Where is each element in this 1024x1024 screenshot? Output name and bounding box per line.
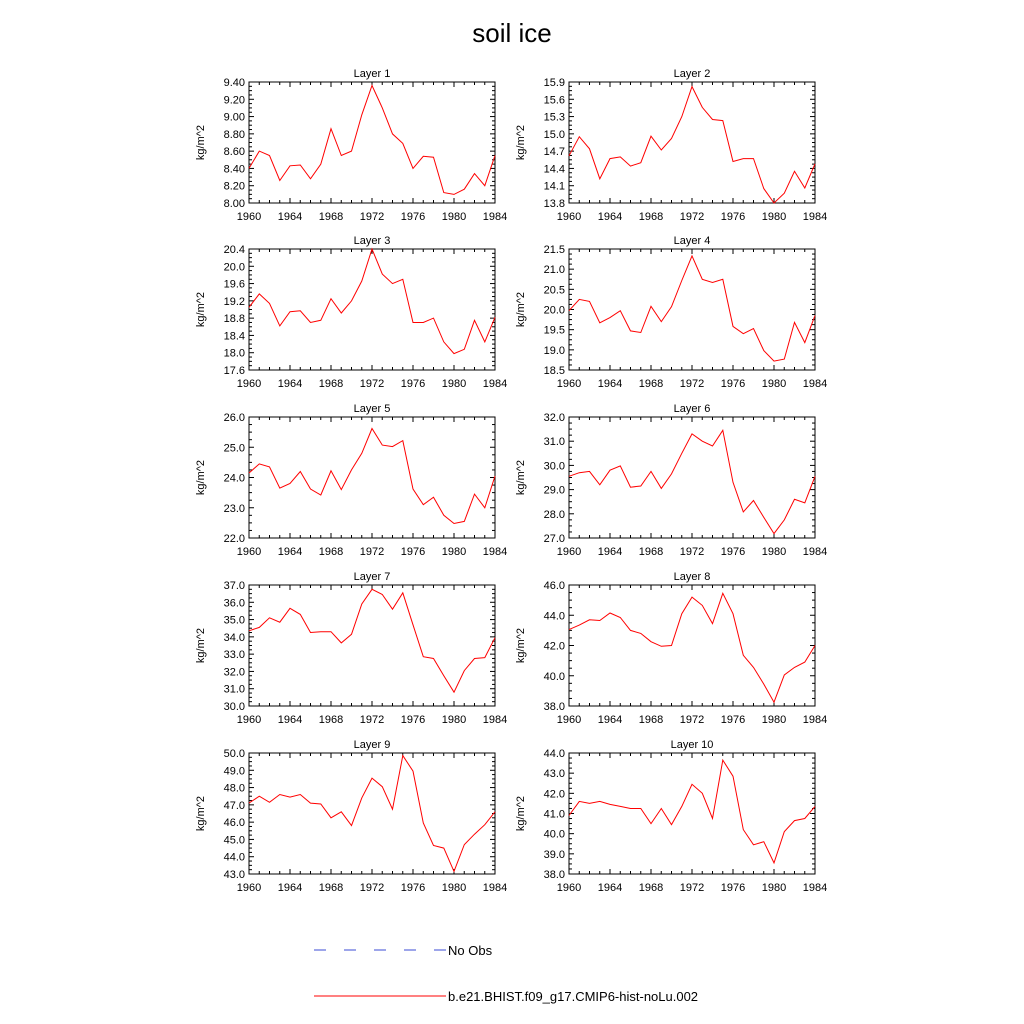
layer-8-y-tick-label: 44.0 bbox=[543, 610, 565, 623]
layer-7-y-tick-label: 34.0 bbox=[223, 631, 245, 644]
layer-6-y-tick-label: 27.0 bbox=[543, 533, 565, 545]
layer-3-x-tick-label: 1984 bbox=[482, 378, 508, 390]
layer-9-x-tick-label: 1960 bbox=[236, 882, 262, 894]
layer-1-y-tick-label: 8.00 bbox=[223, 198, 245, 210]
layer-9-y-tick-label: 46.0 bbox=[223, 817, 245, 830]
layer-10-x-tick-label: 1984 bbox=[802, 882, 828, 894]
layer-10-y-tick-label: 42.0 bbox=[543, 788, 565, 801]
layer-8-y-tick-label: 46.0 bbox=[543, 580, 565, 592]
layer-4-y-tick-label: 20.0 bbox=[543, 304, 565, 317]
layer-9-panel bbox=[195, 739, 507, 894]
layer-4-x-tick-label: 1964 bbox=[597, 378, 623, 390]
layer-7-plot-frame bbox=[249, 585, 495, 706]
layer-1-title: Layer 1 bbox=[353, 68, 391, 80]
layer-7-y-tick-label: 37.0 bbox=[223, 580, 245, 592]
layer-4-x-tick-label: 1976 bbox=[720, 378, 746, 390]
layer-1-y-tick-label: 9.00 bbox=[223, 111, 245, 124]
layer-4-x-tick-label: 1968 bbox=[638, 378, 664, 390]
layer-2-x-tick-label: 1980 bbox=[761, 211, 787, 223]
layer-1-x-tick-label: 1960 bbox=[236, 211, 262, 223]
layer-3-title: Layer 3 bbox=[353, 235, 391, 247]
layer-4-y-tick-label: 19.0 bbox=[543, 344, 565, 357]
layer-1-series-line bbox=[249, 86, 495, 195]
layer-7-x-tick-label: 1972 bbox=[359, 714, 385, 726]
layer-7-y-tick-label: 35.0 bbox=[223, 614, 245, 627]
layer-5-y-tick-label: 25.0 bbox=[223, 442, 245, 455]
layer-5-x-tick-label: 1964 bbox=[277, 546, 303, 558]
layer-2-y-axis-label: kg/m^2 bbox=[515, 124, 527, 161]
layer-2-plot-frame bbox=[569, 82, 815, 203]
layer-7-x-tick-label: 1968 bbox=[318, 714, 344, 726]
layer-2-y-tick-label: 13.8 bbox=[543, 198, 565, 210]
layer-5-y-tick-label: 23.0 bbox=[223, 502, 245, 515]
layer-10-y-tick-label: 40.0 bbox=[543, 828, 565, 841]
layer-2-y-tick-label: 14.1 bbox=[543, 180, 565, 193]
layer-10-x-tick-label: 1964 bbox=[597, 882, 623, 894]
layer-6-y-tick-label: 29.0 bbox=[543, 484, 565, 497]
layer-7-y-tick-label: 32.0 bbox=[223, 666, 245, 679]
layer-4-y-tick-label: 18.5 bbox=[543, 365, 565, 377]
layer-5-x-tick-label: 1968 bbox=[318, 546, 344, 558]
layer-10-y-axis-label: kg/m^2 bbox=[515, 795, 527, 832]
layer-3-x-tick-label: 1980 bbox=[441, 378, 467, 390]
layer-4-y-tick-label: 21.5 bbox=[543, 244, 565, 256]
layer-6-panel bbox=[515, 403, 827, 558]
layer-8-x-tick-label: 1972 bbox=[679, 714, 705, 726]
layer-8-y-tick-label: 40.0 bbox=[543, 670, 565, 683]
layer-2-series-line bbox=[569, 87, 815, 203]
layer-5-x-tick-label: 1980 bbox=[441, 546, 467, 558]
layer-2-x-tick-label: 1972 bbox=[679, 211, 705, 223]
layer-3-y-tick-label: 18.4 bbox=[223, 330, 245, 343]
layer-7-x-tick-label: 1984 bbox=[482, 714, 508, 726]
legend-label-model: b.e21.BHIST.f09_g17.CMIP6-hist-noLu.002 bbox=[448, 989, 699, 1004]
layer-5-x-tick-label: 1960 bbox=[236, 546, 262, 558]
figure-title: soil ice bbox=[472, 18, 552, 48]
layer-6-x-tick-label: 1968 bbox=[638, 546, 664, 558]
layer-2-x-tick-label: 1964 bbox=[597, 211, 623, 223]
layer-4-x-tick-label: 1960 bbox=[556, 378, 582, 390]
layer-7-x-tick-label: 1976 bbox=[400, 714, 426, 726]
layer-5-x-tick-label: 1984 bbox=[482, 546, 508, 558]
layer-2-title: Layer 2 bbox=[673, 68, 711, 80]
layer-3-y-tick-label: 18.8 bbox=[223, 313, 245, 326]
layer-5-title: Layer 5 bbox=[353, 403, 391, 415]
layer-9-x-tick-label: 1964 bbox=[277, 882, 303, 894]
layer-10-y-tick-label: 41.0 bbox=[543, 808, 565, 821]
layer-6-x-tick-label: 1972 bbox=[679, 546, 705, 558]
layer-6-x-tick-label: 1960 bbox=[556, 546, 582, 558]
layer-4-title: Layer 4 bbox=[673, 235, 711, 247]
layer-10-x-tick-label: 1972 bbox=[679, 882, 705, 894]
layer-10-y-tick-label: 38.0 bbox=[543, 869, 565, 881]
layer-5-panel bbox=[195, 403, 507, 558]
layer-6-y-tick-label: 32.0 bbox=[543, 412, 565, 424]
layer-9-series-line bbox=[249, 756, 495, 872]
layer-6-plot-frame bbox=[569, 417, 815, 538]
layer-8-x-tick-label: 1984 bbox=[802, 714, 828, 726]
layer-3-x-tick-label: 1968 bbox=[318, 378, 344, 390]
layer-7-y-tick-label: 36.0 bbox=[223, 597, 245, 610]
layer-2-y-tick-label: 14.4 bbox=[543, 163, 565, 176]
layer-10-x-tick-label: 1968 bbox=[638, 882, 664, 894]
layer-3-x-tick-label: 1976 bbox=[400, 378, 426, 390]
layer-7-y-tick-label: 33.0 bbox=[223, 649, 245, 662]
layer-10-y-tick-label: 44.0 bbox=[543, 748, 565, 760]
layer-7-y-tick-label: 30.0 bbox=[223, 701, 245, 713]
layer-4-x-tick-label: 1984 bbox=[802, 378, 828, 390]
layer-1-x-tick-label: 1976 bbox=[400, 211, 426, 223]
layer-9-x-tick-label: 1972 bbox=[359, 882, 385, 894]
layer-8-plot-frame bbox=[569, 585, 815, 706]
layer-2-y-tick-label: 15.9 bbox=[543, 77, 565, 89]
layer-7-y-tick-label: 31.0 bbox=[223, 683, 245, 696]
layer-4-series-line bbox=[569, 256, 815, 361]
layer-9-y-tick-label: 43.0 bbox=[223, 869, 245, 881]
layer-1-y-tick-label: 8.40 bbox=[223, 163, 245, 176]
layer-8-y-tick-label: 38.0 bbox=[543, 701, 565, 713]
layer-2-y-tick-label: 14.7 bbox=[543, 146, 565, 159]
layer-1-x-tick-label: 1964 bbox=[277, 211, 303, 223]
layer-6-x-tick-label: 1980 bbox=[761, 546, 787, 558]
layer-10-title: Layer 10 bbox=[670, 739, 714, 751]
layer-5-x-tick-label: 1972 bbox=[359, 546, 385, 558]
layer-3-y-tick-label: 19.6 bbox=[223, 278, 245, 291]
layer-1-x-tick-label: 1980 bbox=[441, 211, 467, 223]
legend-label-no-obs: No Obs bbox=[448, 943, 493, 958]
layer-1-y-tick-label: 8.60 bbox=[223, 146, 245, 159]
layer-4-plot-frame bbox=[569, 249, 815, 370]
layer-5-y-tick-label: 26.0 bbox=[223, 412, 245, 424]
layer-4-y-tick-label: 19.5 bbox=[543, 324, 565, 337]
layer-4-y-axis-label: kg/m^2 bbox=[515, 291, 527, 328]
layer-6-title: Layer 6 bbox=[673, 403, 711, 415]
layer-9-x-tick-label: 1984 bbox=[482, 882, 508, 894]
layer-9-y-tick-label: 45.0 bbox=[223, 834, 245, 847]
layer-8-x-tick-label: 1964 bbox=[597, 714, 623, 726]
layer-3-y-tick-label: 20.4 bbox=[223, 244, 245, 256]
layer-3-panel bbox=[195, 235, 507, 390]
layer-8-x-tick-label: 1960 bbox=[556, 714, 582, 726]
layer-8-title: Layer 8 bbox=[673, 571, 711, 583]
layer-1-plot-frame bbox=[249, 82, 495, 203]
layer-2-y-tick-label: 15.3 bbox=[543, 111, 565, 124]
layer-2-y-tick-label: 15.6 bbox=[543, 94, 565, 107]
layer-1-panel bbox=[195, 68, 507, 223]
layer-9-x-tick-label: 1976 bbox=[400, 882, 426, 894]
layer-1-x-tick-label: 1972 bbox=[359, 211, 385, 223]
layer-1-y-axis-label: kg/m^2 bbox=[195, 124, 207, 161]
layer-5-y-tick-label: 24.0 bbox=[223, 472, 245, 485]
layer-2-x-tick-label: 1960 bbox=[556, 211, 582, 223]
layer-8-x-tick-label: 1976 bbox=[720, 714, 746, 726]
layer-8-panel bbox=[515, 571, 827, 726]
layer-2-y-tick-label: 15.0 bbox=[543, 128, 565, 141]
layer-10-plot-frame bbox=[569, 753, 815, 874]
layer-8-x-tick-label: 1968 bbox=[638, 714, 664, 726]
layer-1-x-tick-label: 1968 bbox=[318, 211, 344, 223]
layer-6-y-tick-label: 30.0 bbox=[543, 460, 565, 473]
layer-6-series-line bbox=[569, 430, 815, 533]
layer-1-y-tick-label: 9.40 bbox=[223, 77, 245, 89]
layer-3-y-tick-label: 18.0 bbox=[223, 347, 245, 360]
layer-9-x-tick-label: 1968 bbox=[318, 882, 344, 894]
layer-9-title: Layer 9 bbox=[353, 739, 391, 751]
layer-4-y-tick-label: 21.0 bbox=[543, 264, 565, 277]
layer-9-y-tick-label: 47.0 bbox=[223, 799, 245, 812]
layer-6-x-tick-label: 1984 bbox=[802, 546, 828, 558]
layer-9-y-tick-label: 48.0 bbox=[223, 782, 245, 795]
layer-4-x-tick-label: 1972 bbox=[679, 378, 705, 390]
layer-5-x-tick-label: 1976 bbox=[400, 546, 426, 558]
layer-7-x-tick-label: 1964 bbox=[277, 714, 303, 726]
layer-9-plot-frame bbox=[249, 753, 495, 874]
layer-10-y-tick-label: 39.0 bbox=[543, 848, 565, 861]
layer-10-y-tick-label: 43.0 bbox=[543, 768, 565, 781]
layer-6-y-axis-label: kg/m^2 bbox=[515, 459, 527, 496]
layer-6-y-tick-label: 28.0 bbox=[543, 508, 565, 521]
layer-1-y-tick-label: 8.20 bbox=[223, 180, 245, 193]
layer-3-x-tick-label: 1964 bbox=[277, 378, 303, 390]
layer-2-x-tick-label: 1968 bbox=[638, 211, 664, 223]
layer-3-x-tick-label: 1972 bbox=[359, 378, 385, 390]
layer-3-y-tick-label: 17.6 bbox=[223, 365, 245, 377]
layer-4-x-tick-label: 1980 bbox=[761, 378, 787, 390]
layer-8-x-tick-label: 1980 bbox=[761, 714, 787, 726]
layer-7-panel bbox=[195, 571, 507, 726]
layer-9-y-tick-label: 44.0 bbox=[223, 851, 245, 864]
layer-3-y-tick-label: 20.0 bbox=[223, 261, 245, 274]
layer-8-y-tick-label: 42.0 bbox=[543, 640, 565, 653]
layer-5-y-axis-label: kg/m^2 bbox=[195, 459, 207, 496]
layer-8-y-axis-label: kg/m^2 bbox=[515, 627, 527, 664]
layer-3-series-line bbox=[249, 249, 495, 354]
layer-5-series-line bbox=[249, 429, 495, 524]
layer-4-panel bbox=[515, 235, 827, 390]
layer-9-y-tick-label: 50.0 bbox=[223, 748, 245, 760]
layer-6-x-tick-label: 1964 bbox=[597, 546, 623, 558]
legend bbox=[314, 943, 698, 1004]
layer-9-x-tick-label: 1980 bbox=[441, 882, 467, 894]
layer-1-y-tick-label: 9.20 bbox=[223, 94, 245, 107]
layer-7-series-line bbox=[249, 589, 495, 692]
panels-grid bbox=[195, 68, 827, 894]
layer-2-x-tick-label: 1984 bbox=[802, 211, 828, 223]
layer-9-y-tick-label: 49.0 bbox=[223, 765, 245, 778]
layer-6-x-tick-label: 1976 bbox=[720, 546, 746, 558]
layer-2-x-tick-label: 1976 bbox=[720, 211, 746, 223]
layer-10-x-tick-label: 1980 bbox=[761, 882, 787, 894]
layer-10-panel bbox=[515, 739, 827, 894]
layer-7-x-tick-label: 1960 bbox=[236, 714, 262, 726]
layer-7-y-axis-label: kg/m^2 bbox=[195, 627, 207, 664]
layer-7-title: Layer 7 bbox=[353, 571, 391, 583]
layer-5-y-tick-label: 22.0 bbox=[223, 533, 245, 545]
layer-6-y-tick-label: 31.0 bbox=[543, 436, 565, 449]
layer-7-x-tick-label: 1980 bbox=[441, 714, 467, 726]
layer-5-plot-frame bbox=[249, 417, 495, 538]
layer-4-y-tick-label: 20.5 bbox=[543, 284, 565, 297]
layer-3-x-tick-label: 1960 bbox=[236, 378, 262, 390]
layer-8-series-line bbox=[569, 593, 815, 702]
layer-3-y-tick-label: 19.2 bbox=[223, 295, 245, 308]
layer-10-x-tick-label: 1976 bbox=[720, 882, 746, 894]
layer-3-y-axis-label: kg/m^2 bbox=[195, 291, 207, 328]
layer-10-series-line bbox=[569, 760, 815, 863]
layer-1-y-tick-label: 8.80 bbox=[223, 128, 245, 141]
layer-1-x-tick-label: 1984 bbox=[482, 211, 508, 223]
layer-9-y-axis-label: kg/m^2 bbox=[195, 795, 207, 832]
layer-10-x-tick-label: 1960 bbox=[556, 882, 582, 894]
layer-2-panel bbox=[515, 68, 827, 223]
